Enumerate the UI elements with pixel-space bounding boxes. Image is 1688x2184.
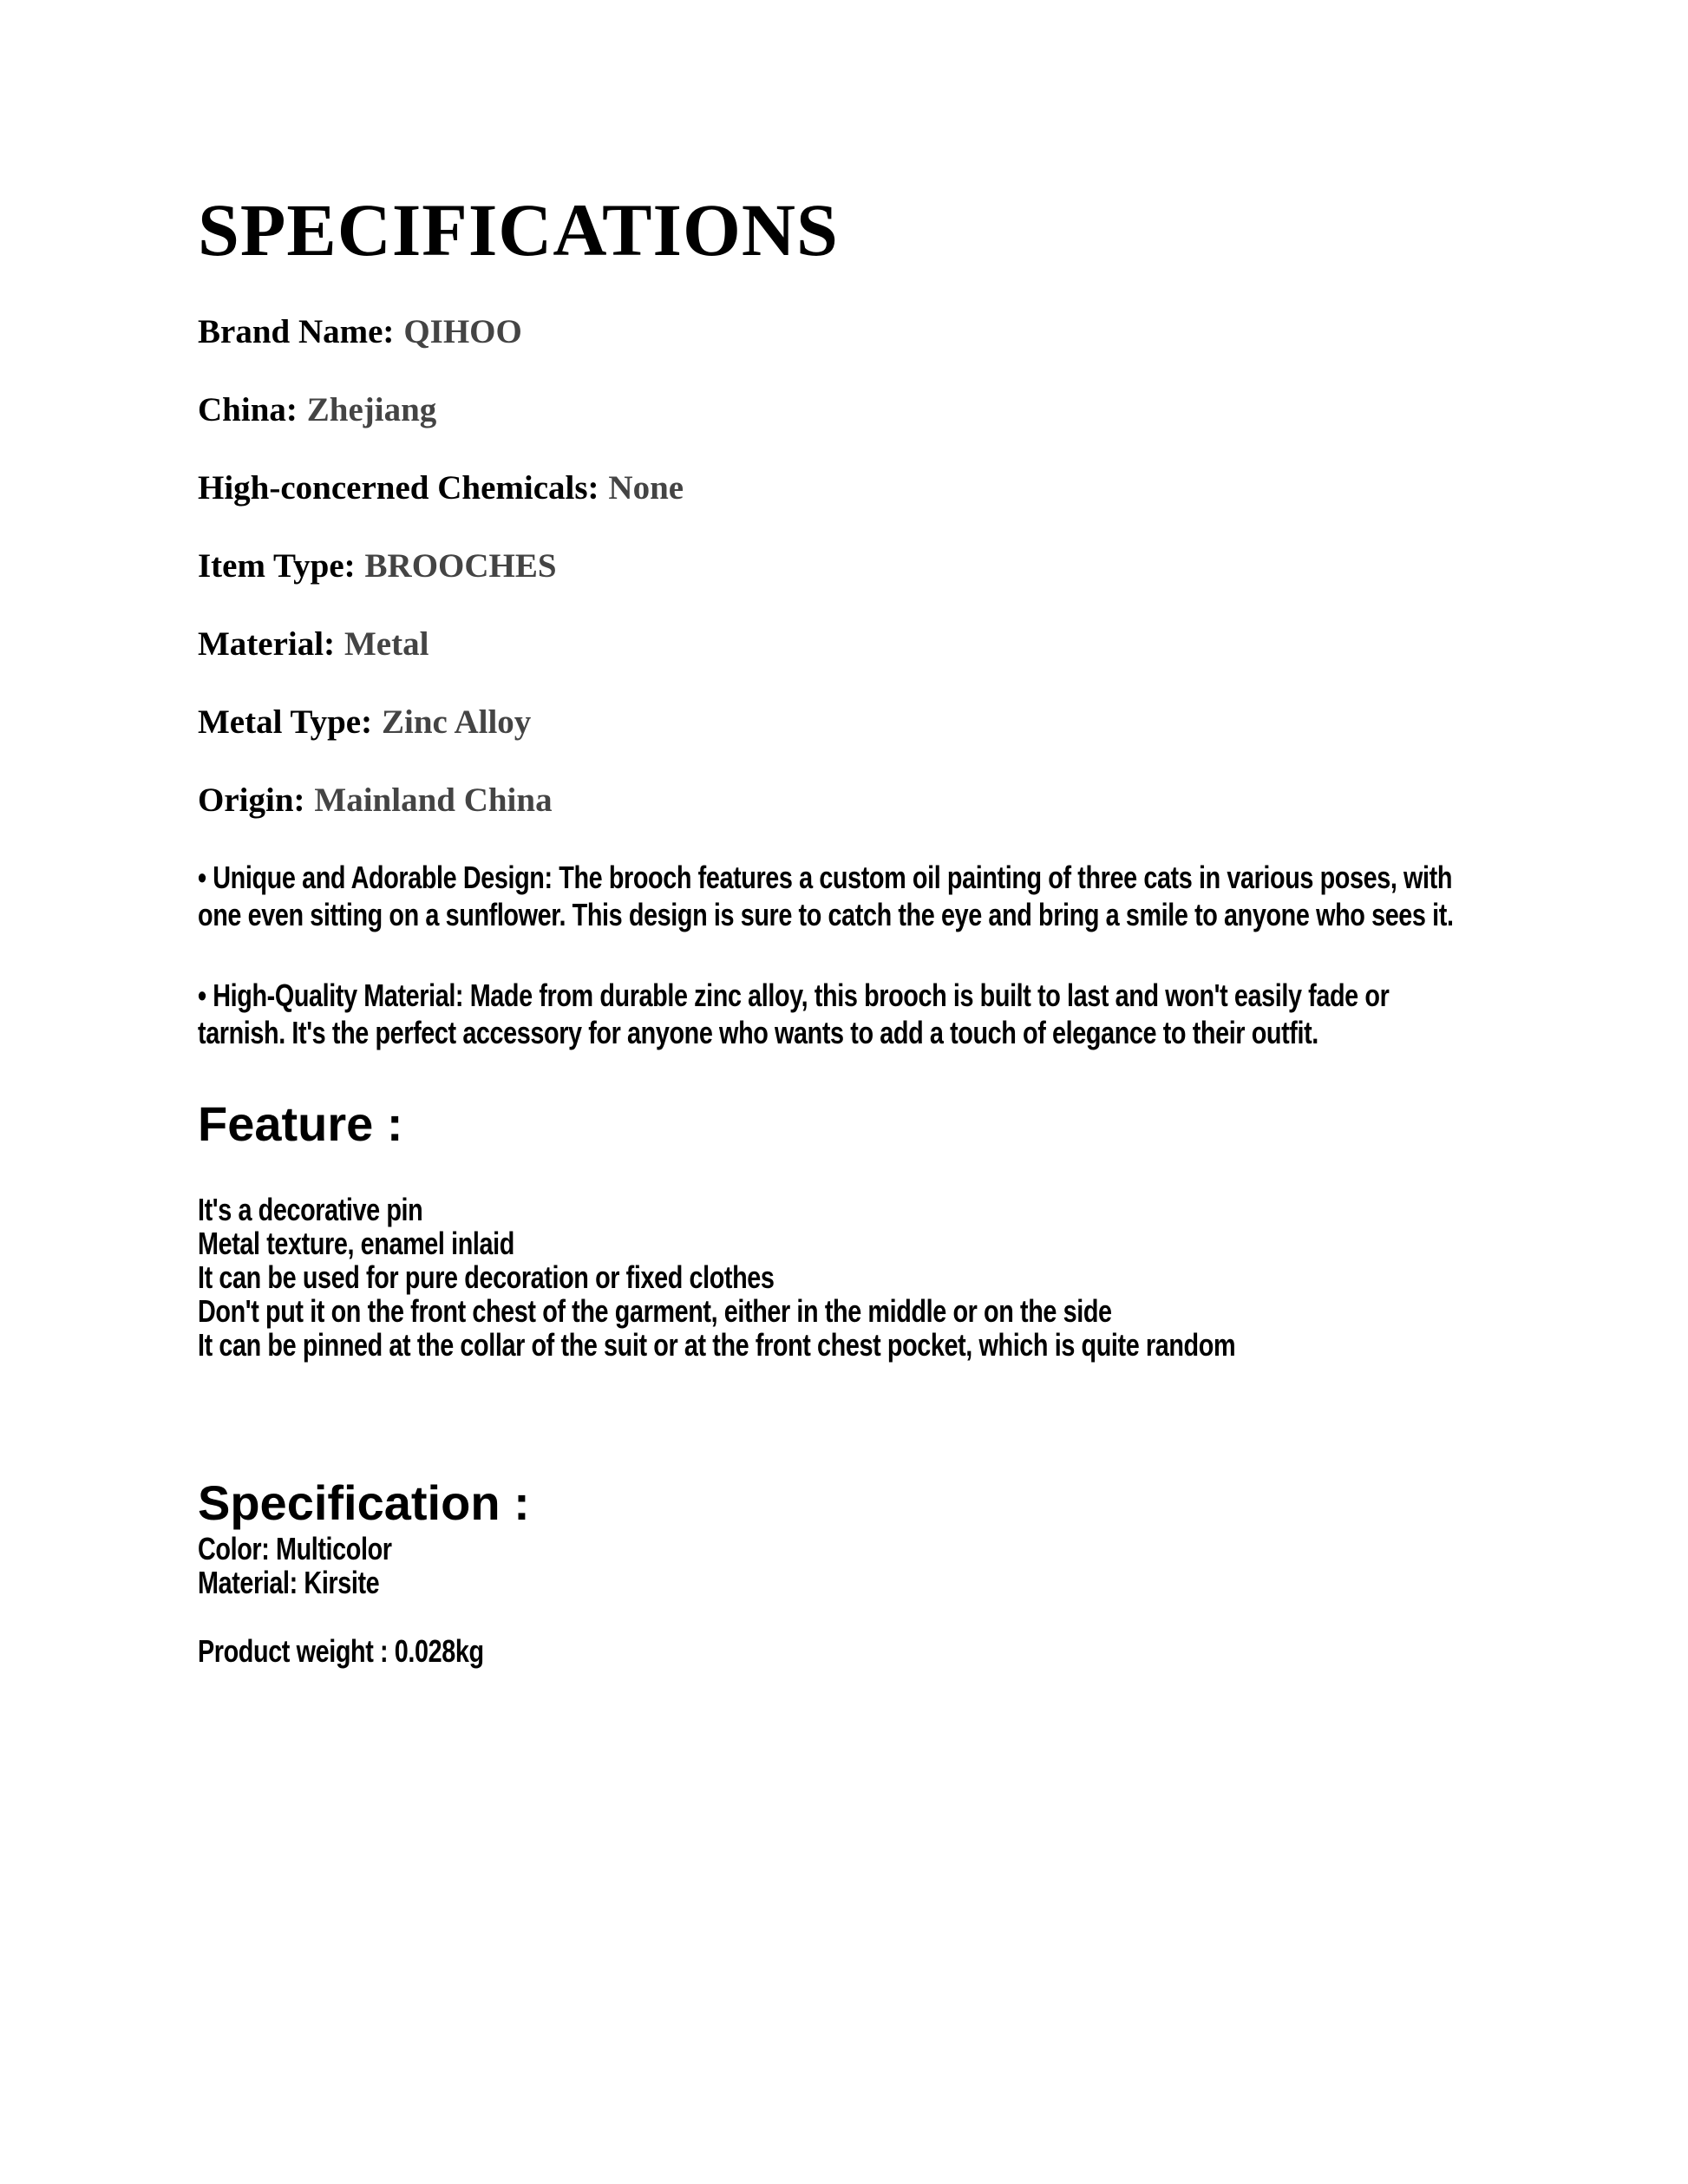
attribute-row-material [198, 624, 1480, 664]
attribute-row-item-type [198, 546, 1480, 585]
spec-line-color: Color: Multicolor [198, 1531, 392, 1566]
attribute-label: Item Type: [198, 547, 356, 585]
feature-item: It can be pinned at the collar of the suit or at the front chest pocket, which is quite random [198, 1327, 1236, 1363]
attribute-value: None [608, 469, 684, 507]
attribute-value: Zinc Alloy [382, 703, 532, 741]
feature-heading: Feature : [198, 1096, 403, 1151]
spec-line-material: Material: Kirsite [198, 1565, 380, 1600]
attribute-label: High-concerned Chemicals: [198, 469, 599, 507]
attribute-row-brand-name [198, 312, 1480, 351]
feature-list [198, 1193, 1475, 1362]
feature-item: Don't put it on the front chest of the garment, either in the middle or on the side [198, 1293, 1112, 1329]
page-title: SPECIFICATIONS [198, 188, 839, 271]
product-weight-block [198, 1634, 1475, 1668]
attribute-row-high-concerned-chemicals [198, 468, 1480, 507]
bullet-high-quality-material: • High-Quality Material: Made from durable zinc alloy, this brooch is built to last and won't easily fade or tarnish. It's the perfect accessory for anyone who wants to add a touch of elegance to their outfit. [198, 978, 1390, 1050]
attribute-value: QIHOO [403, 313, 522, 350]
attribute-label: Material: [198, 625, 336, 663]
attribute-value: Zhejiang [306, 391, 437, 428]
attribute-row-origin [198, 781, 1480, 820]
bullet-unique-design: • Unique and Adorable Design: The brooch features a custom oil painting of three cats in various poses, with one even sitting on a sunflower. This design is sure to catch the eye and bring a smile to anyone who sees it. [198, 860, 1454, 932]
attribute-value: BROOCHES [364, 547, 557, 585]
product-weight-line: Product weight : 0.028kg [198, 1633, 484, 1669]
attribute-label: China: [198, 391, 298, 428]
attribute-list [198, 312, 1480, 820]
specification-heading: Specification : [198, 1475, 530, 1530]
attribute-value: Metal [343, 625, 429, 663]
attribute-row-metal-type [198, 703, 1480, 742]
feature-item: It can be used for pure decoration or fixed clothes [198, 1259, 775, 1295]
attribute-label: Brand Name: [198, 313, 395, 350]
attribute-value: Mainland China [314, 781, 553, 819]
feature-item: Metal texture, enamel inlaid [198, 1226, 514, 1261]
selling-points [198, 859, 1475, 1051]
attribute-label: Origin: [198, 781, 305, 819]
feature-item: It's a decorative pin [198, 1192, 423, 1227]
attribute-row-china [198, 390, 1480, 429]
specification-lines [198, 1532, 1475, 1599]
attribute-label: Metal Type: [198, 703, 373, 741]
